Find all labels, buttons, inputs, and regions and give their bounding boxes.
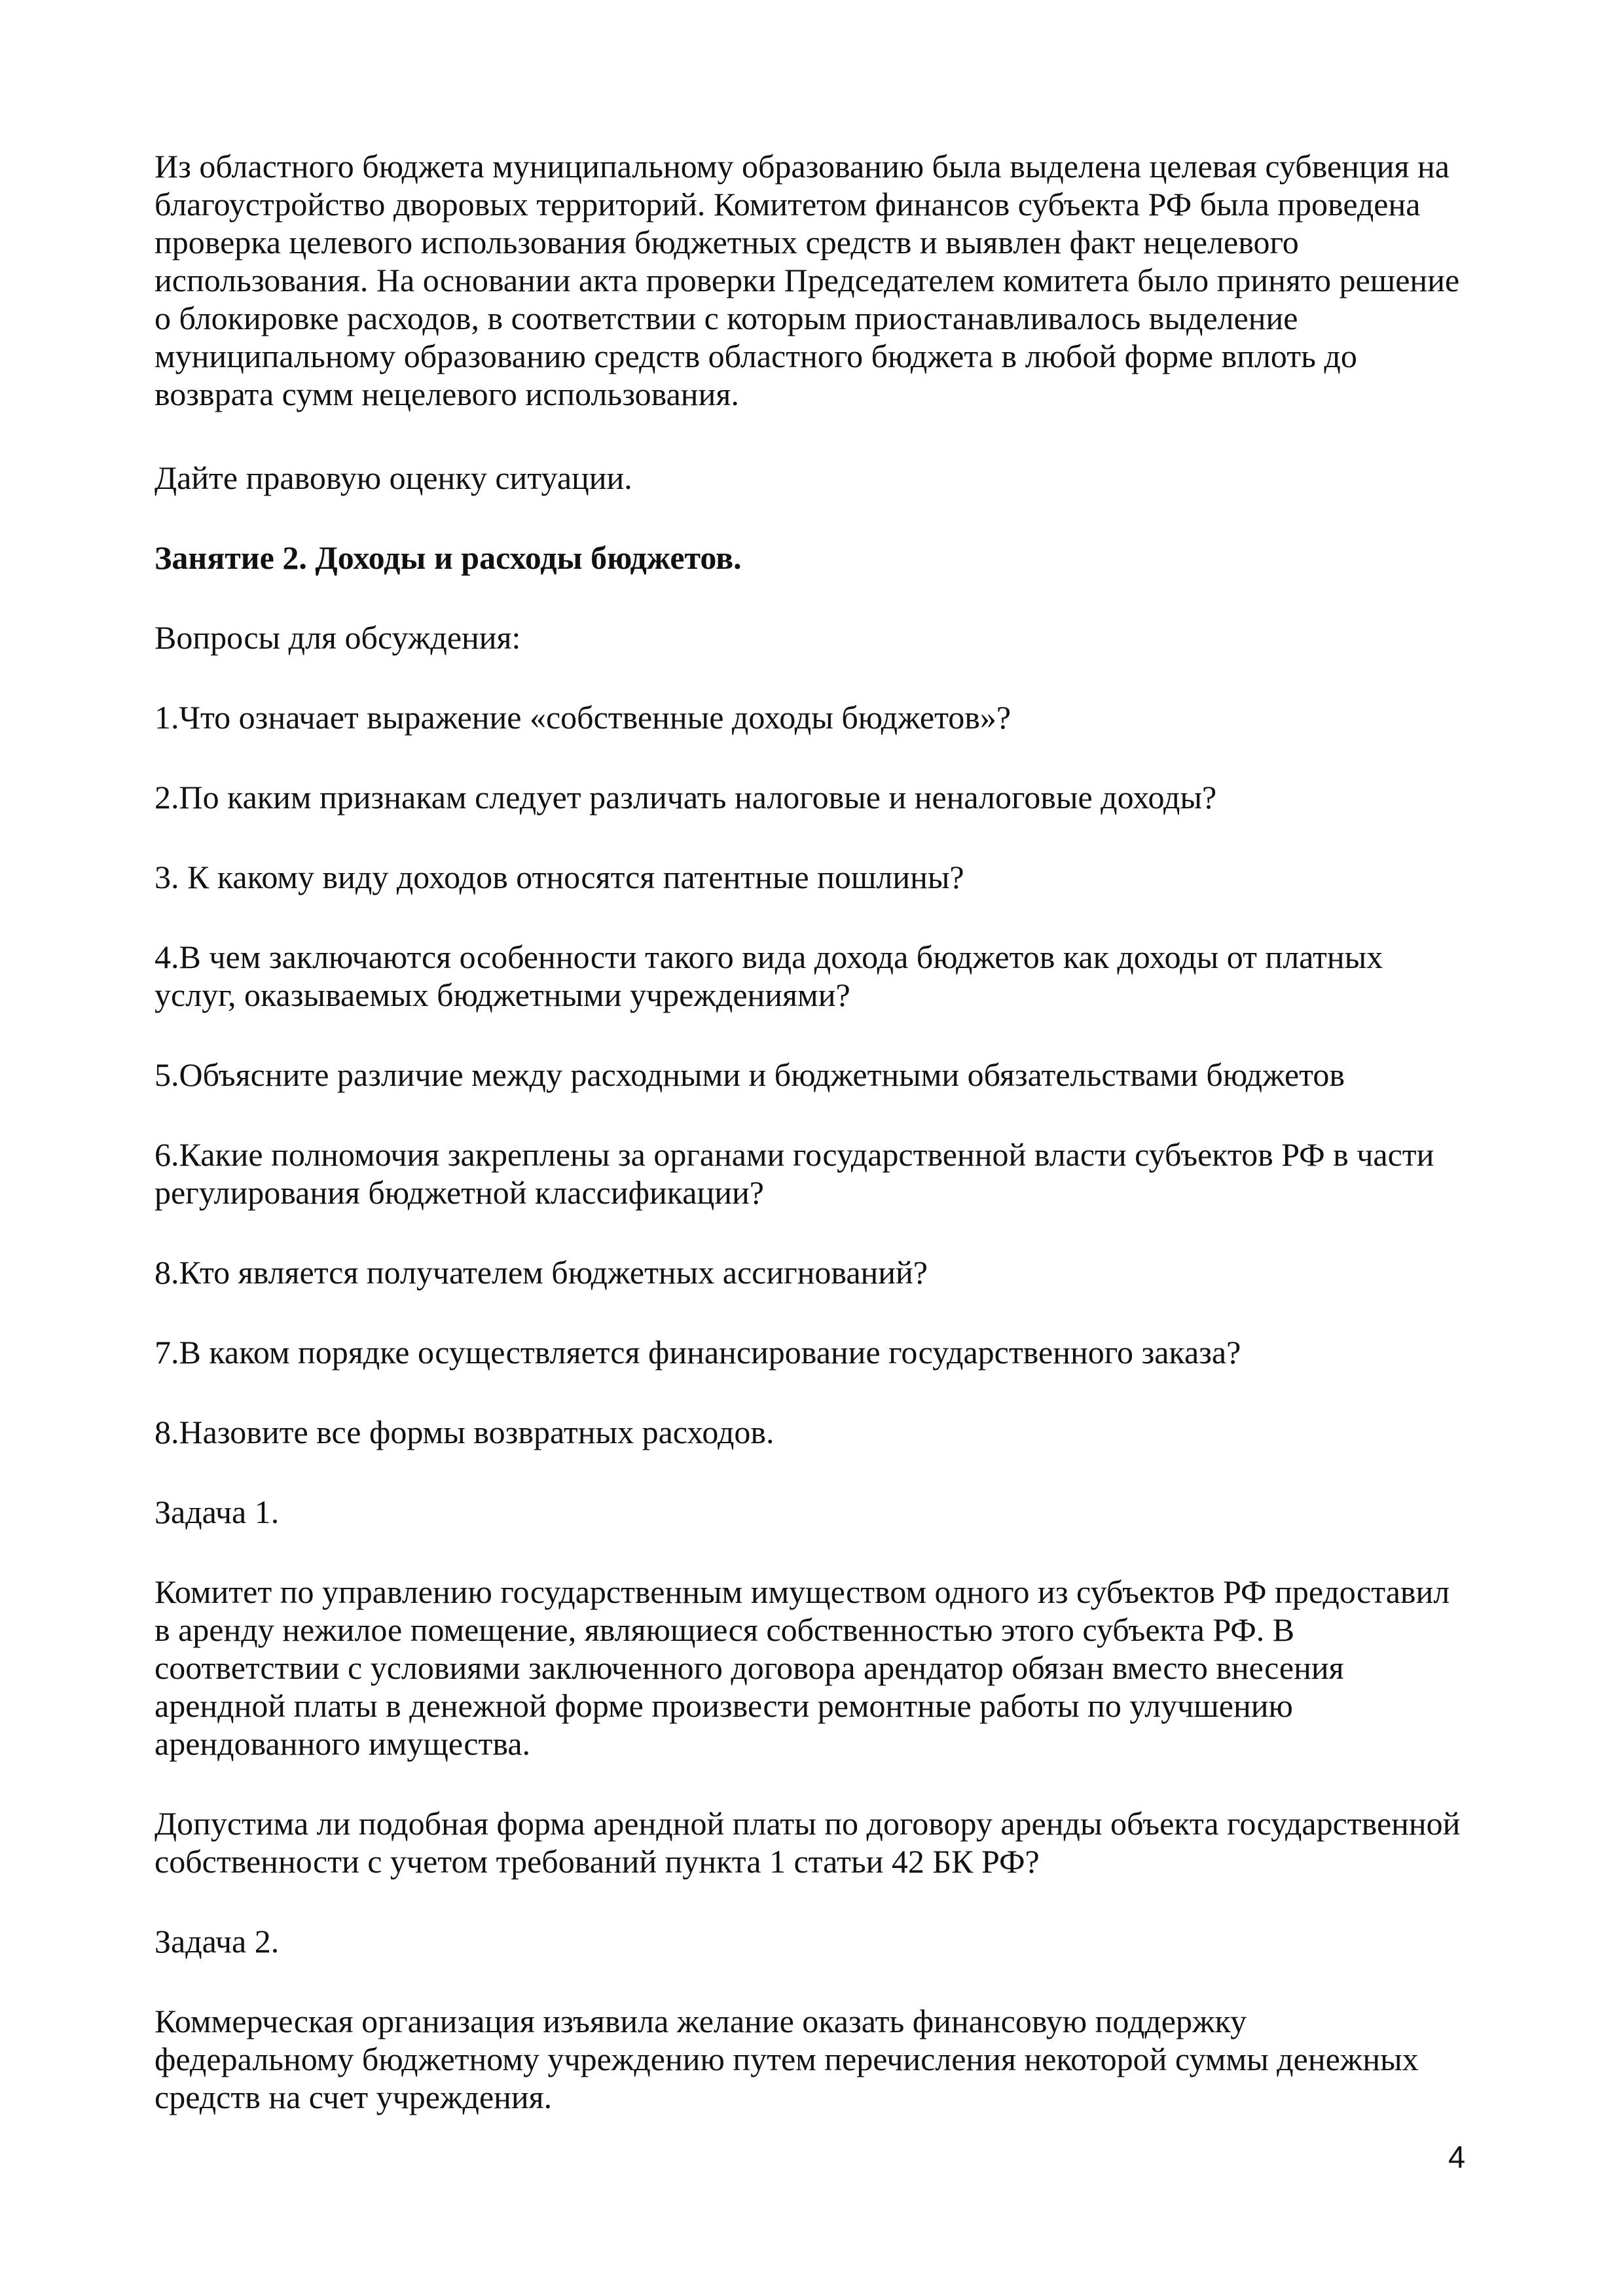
task1-title: Задача 1. bbox=[155, 1494, 280, 1530]
questions-label: Вопросы для обсуждения: bbox=[155, 619, 521, 656]
question-item: 2.По каким признакам следует различать налоговые и неналоговые доходы? bbox=[155, 779, 1217, 816]
question-item: 5.Объясните различие между расходными и бюджетными обязательствами бюджетов bbox=[155, 1056, 1345, 1093]
lesson-heading: Занятие 2. Доходы и расходы бюджетов. bbox=[155, 539, 742, 576]
question-item: 4.В чем заключаются особенности такого вида дохода бюджетов как доходы от платных услуг, оказываемых бюджетными учреждениями? bbox=[155, 939, 1383, 1013]
question-item: 3. К какому виду доходов относятся патентные пошлины? bbox=[155, 859, 964, 895]
situation-paragraph: Из областного бюджета муниципальному образованию была выделена целевая субвенция на благоустройство дворовых территорий. Комитетом финансов субъекта РФ была проведена проверка целевого использования бюджетных средств и выявлен факт нецелевого использования. На основании акта проверки Председателем комитета было принято решение о блокировке расходов, в соответствии с которым приостанавливалось выделение муниципальному образованию средств областного бюджета в любой форме вплоть до возврата сумм нецелевого использования. bbox=[155, 148, 1460, 412]
question-item: 8.Кто является получателем бюджетных ассигнований? bbox=[155, 1254, 928, 1291]
question-item: 1.Что означает выражение «собственные доходы бюджетов»? bbox=[155, 699, 1012, 736]
task1-text: Комитет по управлению государственным имуществом одного из субъектов РФ предоставил в аренду нежилое помещение, являющиеся собственностью этого субъекта РФ. В соответствии с условиями заключенного договора арендатор обязан вместо внесения арендной платы в денежной форме произвести ремонтные работы по улучшению арендованного имущества. bbox=[155, 1573, 1450, 1762]
task2-text: Коммерческая организация изъявила желание оказать финансовую поддержку федеральному бюджетному учреждению путем перечисления некоторой суммы денежных средств на счет учреждения. bbox=[155, 2003, 1419, 2115]
question-item: 8.Назовите все формы возвратных расходов. bbox=[155, 1414, 775, 1450]
task1-question: Допустима ли подобная форма арендной платы по договору аренды объекта государственной собственности с учетом требований пункта 1 статьи 42 БК РФ? bbox=[155, 1805, 1461, 1880]
task2-title: Задача 2. bbox=[155, 1923, 280, 1960]
document-page bbox=[155, 147, 1484, 2116]
question-item: 6.Какие полномочия закреплены за органами государственной власти субъектов РФ в части регулирования бюджетной классификации? bbox=[155, 1136, 1434, 1211]
situation-task: Дайте правовую оценку ситуации. bbox=[155, 459, 632, 496]
question-item: 7.В каком порядке осуществляется финансирование государственного заказа? bbox=[155, 1334, 1241, 1371]
page-number: 4 bbox=[1448, 2140, 1466, 2174]
